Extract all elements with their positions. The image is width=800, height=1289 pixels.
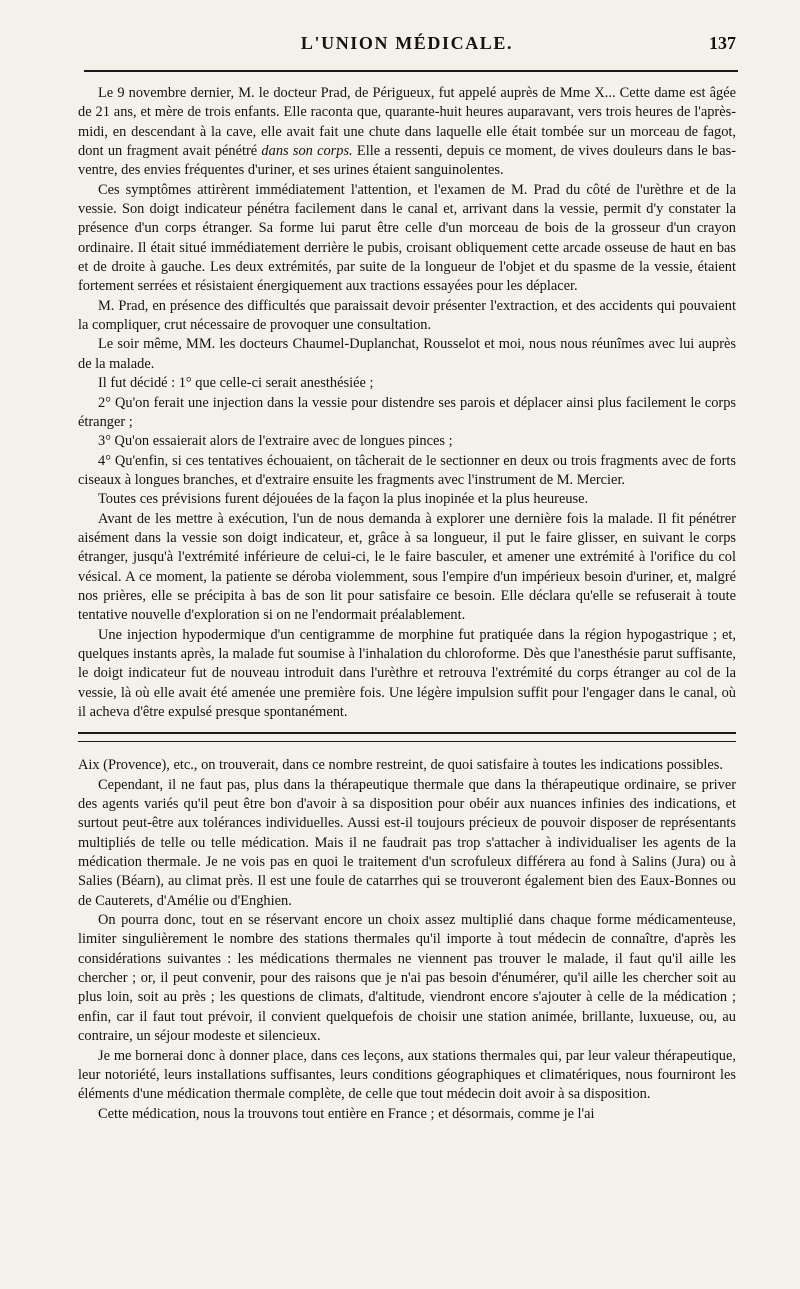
paragraph: 4° Qu'enfin, si ces tentatives échouaient, on tâcherait de le sectionner en deux ou trois fragments avec de forts ciseaux à longues branches, et d'extraire ensuite les fragments avec l'instrument de M. Mercier. [78, 452, 736, 488]
paragraph: 2° Qu'on ferait une injection dans la vessie pour distendre ses parois et déplacer ainsi plus facilement le corps étranger ; [78, 394, 736, 430]
paragraph: Une injection hypodermique d'un centigramme de morphine fut pratiquée dans la région hypogastrique ; et, quelques instants après, la malade fut soumise à l'inhalation du chloroforme. Dès que l'anesthésie parut suffisante, le doigt indicateur fut de nouveau introduit dans l'urèthre et retrouva l'extrémité du corps étranger au col de la vessie, là où elle avait été amenée une première fois. Une légère impulsion suffit pour l'engager dans le canal, où il acheva d'être expulsé presque spontanément. [78, 626, 736, 720]
paragraph: Ces symptômes attirèrent immédiatement l'attention, et l'examen de M. Prad du côté de l'urèthre et de la vessie. Son doigt indicateur pénétra facilement dans le canal et, arrivant dans la vessie, permit d'y constater la présence d'un corps étranger. Sa forme lui parut être celle d'un morceau de bois de la grosseur d'un crayon ordinaire. Il était situé immédiatement derrière le pubis, croisant obliquement cette arcade osseuse de haut en bas et de droite à gauche. Les deux extrémités, par suite de la longueur de l'objet et du spasme de la vessie, étaient fortement serrées et résistaient énergiquement aux tractions essayées pour les déplacer. [78, 181, 736, 295]
feuilleton-divider [78, 732, 736, 742]
italic-phrase: dans son corps. [261, 143, 353, 160]
paragraph: Il fut décidé : 1° que celle-ci serait anesthésiée ; [98, 375, 374, 392]
paragraph: On pourra donc, tout en se réservant encore un choix assez multiplié dans chaque forme médicamenteuse, limiter singulièrement le nombre des stations thermales qu'il importe à tout médecin de connaître, d'après les considérations suivantes : les médications thermales ne viennent pas trouver le malade, il faut qu'il aille les chercher ; or, il peut convenir, pour des raisons que je n'ai pas besoin d'énumérer, qu'il aille les chercher soit au plus loin, soit au près ; les questions de climats, d'altitude, viendront encore s'ajouter à celle de la médication ; enfin, car il faut tout prévoir, il convient quelquefois de choisir une station animée, brillante, luxueuse, ou, au contraire, un séjour modeste et silencieux. [78, 912, 736, 1045]
paragraph: 3° Qu'on essaierait alors de l'extraire avec de longues pinces ; [98, 433, 453, 450]
paragraph: Avant de les mettre à exécution, l'un de nous demanda à explorer une dernière fois la malade. Il fit pénétrer aisément dans la vessie son doigt indicateur, et, grâce à sa longueur, il put le faire glisser, en suivant le corps étranger, jusqu'à l'extrémité inférieure de celui-ci, le le faire basculer, et amener une extrémité à l'orifice du col vésical. A ce moment, la patiente se déroba violemment, sous l'empire d'un impérieux besoin d'uriner, et, malgré nos prières, elle se précipita à bas de son lit pour satisfaire ce besoin. Elle déclara qu'elle se refuserait à toute tentative nouvelle d'exploration si on ne l'endormait préalablement. [78, 510, 736, 624]
header-rule [84, 70, 738, 72]
paragraph: M. Prad, en présence des difficultés que paraissait devoir présenter l'extraction, et des accidents qui pouvaient la compliquer, crut nécessaire de provoquer une consultation. [78, 297, 736, 334]
paragraph-text: Le 9 novembre dernier, M. le docteur Prad, de Périgueux, fut appelé auprès de Mme X... Cette dame est âgée de 21 ans, et mère de trois enfants. Elle raconta que, quarante-huit heures auparavant, vers trois heures de l'après-midi, en descendant à la cave, elle avait fait une chute dans laquelle elle était tombée sur un morceau de fagot, dont un fragment avait pénétré [78, 85, 736, 160]
running-head [78, 0, 736, 58]
paragraph: Le soir même, MM. les docteurs Chaumel-Duplanchat, Rousselot et moi, nous nous réunîmes avec lui auprès de la malade. [78, 336, 736, 372]
paragraph: Je me bornerai donc à donner place, dans ces leçons, aux stations thermales qui, par leur valeur thérapeutique, leur notoriété, leurs installations suffisantes, leurs conditions géographiques et climatériques, nous fourniront les éléments d'une médication thermale complète, de celle que tout médecin doit avoir à sa disposition. [78, 1047, 736, 1103]
paragraph: Aix (Provence), etc., on trouverait, dans ce nombre restreint, de quoi satisfaire à toutes les indications possibles. [78, 757, 723, 774]
paragraph: Toutes ces prévisions furent déjouées de la façon la plus inopinée et la plus heureuse. [98, 491, 589, 508]
case-report-section [78, 84, 736, 722]
journal-title: L'UNION MÉDICALE. [300, 33, 514, 53]
paragraph-text: Elle a ressenti, depuis ce moment, de vives douleurs dans le bas-ventre, des envies fréquentes d'uriner, et ses urines étaient sanguinolentes. [78, 143, 736, 179]
paragraph: Cette médication, nous la trouvons tout entière en France ; et désormais, comme je l'ai [98, 1105, 595, 1122]
paragraph: Cependant, il ne faut pas, plus dans la thérapeutique thermale que dans la thérapeutique ordinaire, se priver des agents variés qu'il peut être bon d'avoir à sa disposition pour obéir aux nuances infinies des indications, et surtout peut-être aux tolérances individuelles. Aussi est-il toujours précieux de pouvoir disposer de représentants multipliés de telle ou telle médication. Mais il ne faudrait pas trop s'attacher à individualiser les agents de la médication thermale. Je ne vois pas en quoi le traitement d'un scrofuleux différera au fond à Salins (Jura) ou à Salies (Béarn), au climat près. Il est une foule de catarrhes qui se trouveront également bien des Eaux-Bonnes ou de Cauterets, d'Amélie ou d'Enghien. [78, 776, 736, 909]
page-number: 137 [709, 33, 736, 53]
feuilleton-section [78, 756, 736, 1124]
paragraph [78, 84, 736, 181]
